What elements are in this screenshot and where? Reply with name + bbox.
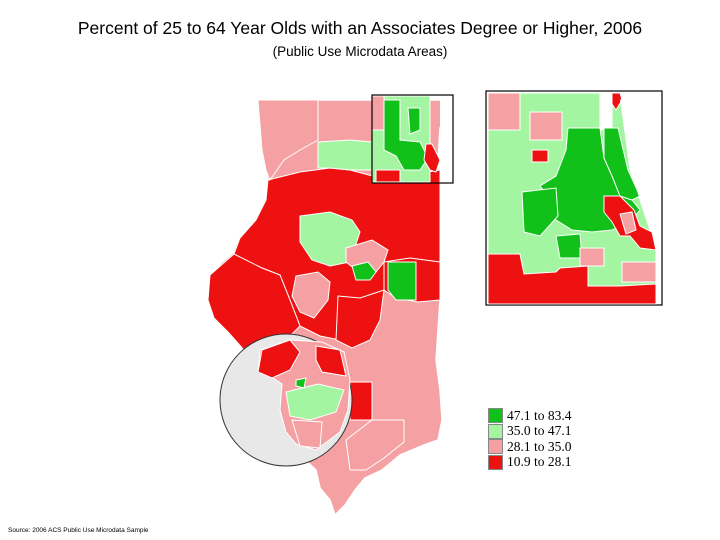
inset-south-pink [580,248,604,266]
chicago-south-red [376,170,400,182]
legend-label: 28.1 to 35.0 [507,438,572,454]
legend-swatch [488,408,503,423]
inset-northwest-pink [488,93,520,130]
legend-item [488,455,598,470]
map-subtitle: (Public Use Microdata Areas) [272,44,448,59]
chicago-area-green-2 [408,108,420,134]
legend-swatch [488,455,503,470]
inset-green-south [556,234,582,258]
inset-south-pink-block [622,262,656,282]
lake-michigan [440,100,452,182]
legend-label: 47.1 to 83.4 [507,407,572,423]
chicago-area-pink [372,96,384,130]
legend-swatch [488,424,503,439]
region-southeast-red [350,382,372,420]
region-central-east-green [388,262,416,300]
inset-red-pocket [532,150,548,162]
legend-item [488,439,598,454]
map-title: Percent of 25 to 64 Year Olds with an Associates Degree or Higher, 2006 [77,18,643,38]
legend-label: 10.9 to 28.1 [507,454,572,469]
inset-top-pink [530,112,562,140]
legend-item [488,408,598,423]
legend-label: 35.0 to 47.1 [507,423,572,438]
legend-item [488,424,598,439]
st-louis-metro-green-dot [296,378,306,388]
legend-swatch [488,439,503,454]
legend [488,408,598,470]
region-north-light-green [318,140,372,170]
source-note: Source: 2006 ACS Public Use Microdata Sample [8,527,149,534]
